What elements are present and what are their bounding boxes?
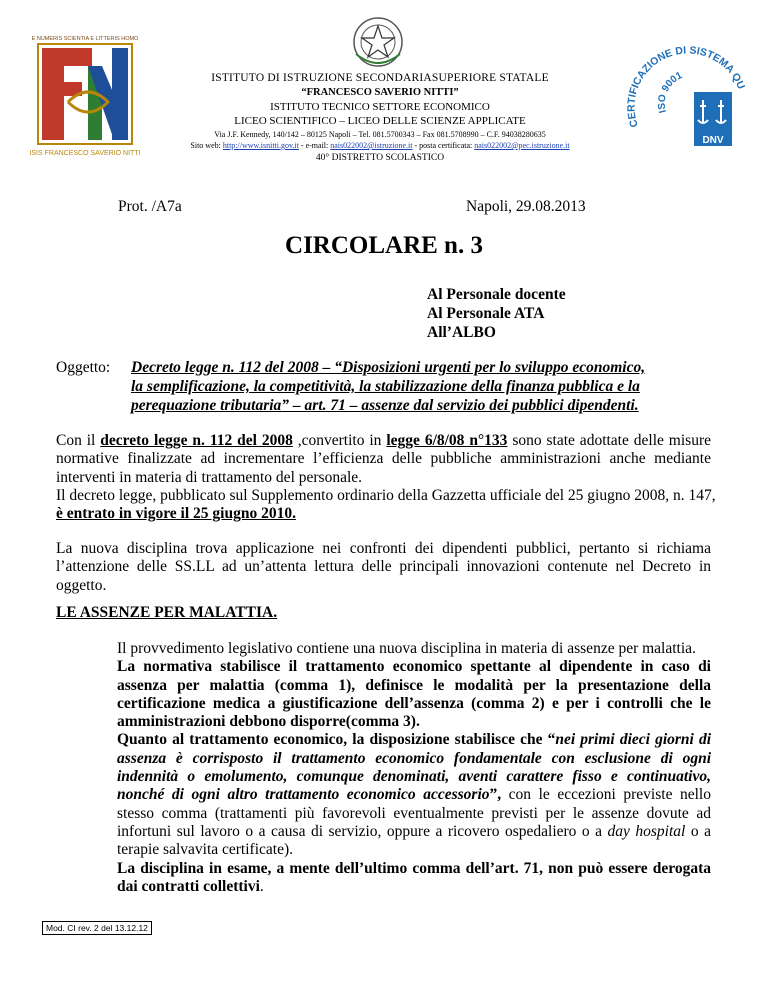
email-link[interactable]: nais022002@istruzione.it [330, 141, 413, 150]
recipient: Al Personale docente [427, 286, 566, 303]
section-body [117, 640, 711, 896]
effective-date: è entrato in vigore il 25 giugno 2010. [56, 505, 296, 523]
republic-emblem-icon [350, 14, 406, 70]
section-heading: LE ASSENZE PER MALATTIA. [56, 604, 278, 621]
subject-line: la semplificazione, la competitività, la stabilizzazione della finanza pubblica e la [131, 378, 640, 395]
law-ref: legge 6/8/08 n°133 [386, 432, 508, 449]
quality-certification-logo [620, 30, 748, 158]
email-label: - e-mail: [298, 141, 331, 150]
text: La disciplina in esame, a mente dell’ultimo comma dell’art. 71, non può essere derogata dai contratti collettivi [117, 859, 711, 895]
subject-line: perequazione tributaria” – art. 71 – assenze dal servizio dei pubblici dipendenti. [131, 397, 639, 414]
protocol-number: Prot. /A7a [118, 198, 182, 215]
recipient: All’ALBO [427, 324, 496, 341]
paragraph: La nuova disciplina trova applicazione nei confronti dei dipendenti pubblici, pertanto si richiama l’attenzione delle SS.LL ad un’attenta lettura delle principali innovazioni contenute nel Decreto in oggetto. [56, 540, 711, 594]
form-code: Mod. CI rev. 2 del 13.12.12 [42, 921, 152, 935]
institute-address: Via J.F. Kennedy, 140/142 – 80125 Napoli – Tel. 081.5700343 – Fax 081.5708990 – C.F. 94038280635 [214, 130, 546, 139]
text: Quanto al trattamento economico, la disposizione stabilisce che “ [117, 731, 556, 749]
institute-line3: ISTITUTO TECNICO SETTORE ECONOMICO [270, 101, 490, 113]
district: 40° DISTRETTO SCOLASTICO [315, 153, 445, 163]
svg-text:ISO 9001 [657, 70, 685, 114]
decree-ref: decreto legge n. 112 del 2008 [100, 432, 293, 449]
cert-text: CERTIFICAZIONE DI SISTEMA QU [625, 44, 748, 129]
text: con le eccezioni previste nello stesso comma (trattamenti più favorevoli eventualmente previsti per le assenze dovute ad infortuni sul lavoro o a causa di servizio, oppure a ricovero ospedaliero o a [117, 786, 711, 840]
text: o a terapie salvavita certificate). [117, 822, 711, 859]
text: ,convertito in [292, 432, 387, 449]
section-paragraph: La normativa stabilisce il trattamento economico spettante al dipendente in caso di assenza per malattia (comma 1), definisce le modalità per la presentazione della certificazione medica a giustificazione dell’assenza (comma 2) e per i controlli che le amministrazioni debbono disporre(comma 3). [117, 658, 711, 731]
cert-brand: DNV [702, 135, 724, 146]
document-title: CIRCOLARE n. 3 [285, 232, 483, 259]
section-paragraph [117, 731, 711, 859]
paragraph [56, 432, 711, 487]
web-label: Sito web: [190, 141, 223, 150]
section-paragraph: Il provvedimento legislativo contiene una nuova disciplina in materia di assenze per malattia. [117, 640, 696, 657]
logo-caption: ISIS FRANCESCO SAVERIO NITTI [29, 150, 141, 157]
pec-label: - posta certificata: [412, 141, 475, 150]
subject-line: Decreto legge n. 112 del 2008 – “Disposizioni urgenti per lo sviluppo economico, [131, 359, 646, 376]
recipient: Al Personale ATA [427, 305, 545, 322]
school-logo [28, 32, 142, 160]
web-link[interactable]: http://www.isnitti.gov.it [222, 141, 299, 150]
pec-link[interactable]: nais022002@pec.istruzione.it [474, 141, 570, 150]
text: Con il [56, 432, 101, 449]
subject-label: Oggetto: [56, 359, 111, 376]
place-date: Napoli, 29.08.2013 [466, 198, 586, 215]
section-paragraph [117, 860, 711, 897]
logo-motto: E NUMERIS SCIENTIA E LITTERIS HOMO [31, 36, 139, 42]
institute-name: ISTITUTO DI ISTRUZIONE SECONDARIASUPERIORE STATALE [211, 72, 549, 84]
institute-subname: “FRANCESCO SAVERIO NITTI” [301, 87, 459, 98]
text: day hospital [607, 822, 686, 840]
text: Il decreto legge, pubblicato sul Supplemento ordinario della Gazzetta ufficiale del 25 giugno 2008, n. 147, [56, 487, 716, 504]
text: . [259, 877, 264, 895]
text: ”, [489, 786, 502, 804]
cert-iso: ISO 9001 [656, 70, 685, 115]
institute-line4: LICEO SCIENTIFICO – LICEO DELLE SCIENZE APPLICATE [234, 115, 526, 127]
paragraph [56, 487, 716, 524]
quote: nei primi dieci giorni di assenza è corrisposto il trattamento economico fondamentale con esclusione di ogni indennità o emolumento, comunque denominati, aventi carattere fisso e continuativo, nonché di ogni altro trattamento economico accessorio [117, 731, 712, 804]
institute-contacts [140, 141, 620, 150]
text: sono state adottate delle misure normative finalizzate ad incrementare l’efficienza delle pubbliche amministrazioni anche mediante interventi in materia di trattamento del personale. [56, 432, 711, 486]
